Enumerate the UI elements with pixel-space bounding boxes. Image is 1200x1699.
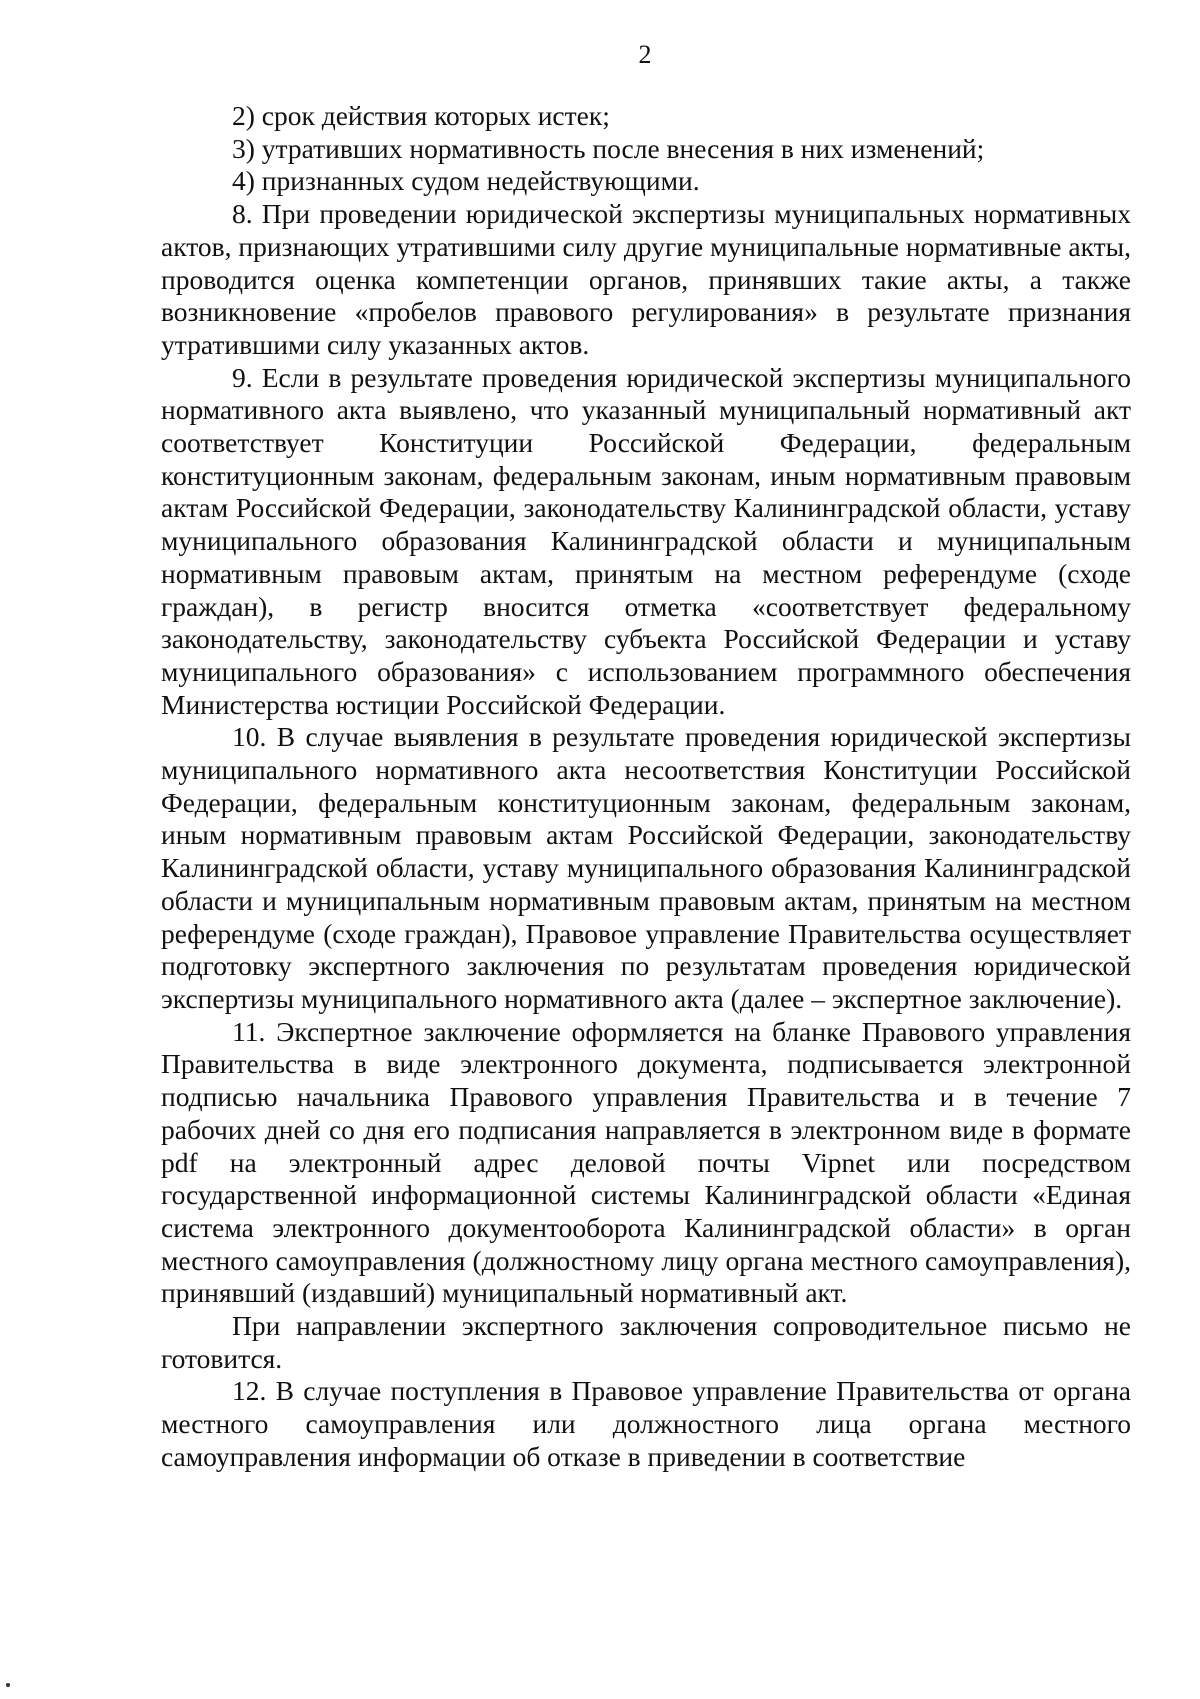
paragraph-11-note: При направлении экспертного заключения сопроводительное письмо не готовится. xyxy=(161,1310,1131,1374)
paragraph-8: 8. При проведении юридической экспертизы муниципальных нормативных актов, признающих утратившими силу другие муниципальные нормативные акты, проводится оценка компетенции органов, принявших такие акты, а также возникновение «пробелов правового регулирования» в результате признания утратившими силу указанных актов. xyxy=(161,198,1131,360)
scan-speck xyxy=(6,1683,10,1687)
paragraph-12: 12. В случае поступления в Правовое управление Правительства от органа местного самоуправления или должностного лица органа местного самоуправления информации об отказе в приведении в соответствие xyxy=(161,1375,1131,1472)
paragraph-11: 11. Экспертное заключение оформляется на бланке Правового управления Правительства в виде электронного документа, подписывается электронной подписью начальника Правового управления Правительства и в течение 7 рабочих дней со дня его подписания направляется в электронном виде в формате pdf на электронный адрес деловой почты Vipnet или посредством государственной информационной системы Калининградской области «Единая система электронного документооборота Калининградской области» в орган местного самоуправления (должностному лицу органа местного самоуправления), принявший (издавший) муниципальный нормативный акт. xyxy=(161,1015,1131,1309)
paragraph-9: 9. Если в результате проведения юридической экспертизы муниципального нормативного акта выявлено, что указанный муниципальный нормативный акт соответствует Конституции Российской Федерации, федеральным конституционным законам, федеральным законам, иным нормативным правовым актам Российской Федерации, законодательству Калининградской области, уставу муниципального образования Калининградской области и муниципальным нормативным правовым актам, принятым на местном референдуме (сходе граждан), в регистр вносится отметка «соответствует федеральному законодательству, законодательству субъекта Российской Федерации и уставу муниципального образования» с использованием программного обеспечения Министерства юстиции Российской Федерации. xyxy=(161,361,1131,720)
paragraph-item-3: 3) утративших нормативность после внесения в них изменений; xyxy=(232,132,985,164)
paragraph-item-4: 4) признанных судом недействующими. xyxy=(232,165,700,197)
document-text xyxy=(161,100,1131,1474)
paragraph-10: 10. В случае выявления в результате проведения юридической экспертизы муниципального нормативного акта несоответствия Конституции Российской Федерации, федеральным конституционным законам, федеральным законам, иным нормативным правовым актам Российской Федерации, законодательству Калининградской области, уставу муниципального образования Калининградской области и муниципальным нормативным правовым актам, принятым на местном референдуме (сходе граждан), Правовое управление Правительства осуществляет подготовку экспертного заключения по результатам проведения юридической экспертизы муниципального нормативного акта (далее – экспертное заключение). xyxy=(161,721,1131,1014)
paragraph-item-2: 2) срок действия которых истек; xyxy=(232,100,610,131)
page-number: 2 xyxy=(638,40,652,69)
